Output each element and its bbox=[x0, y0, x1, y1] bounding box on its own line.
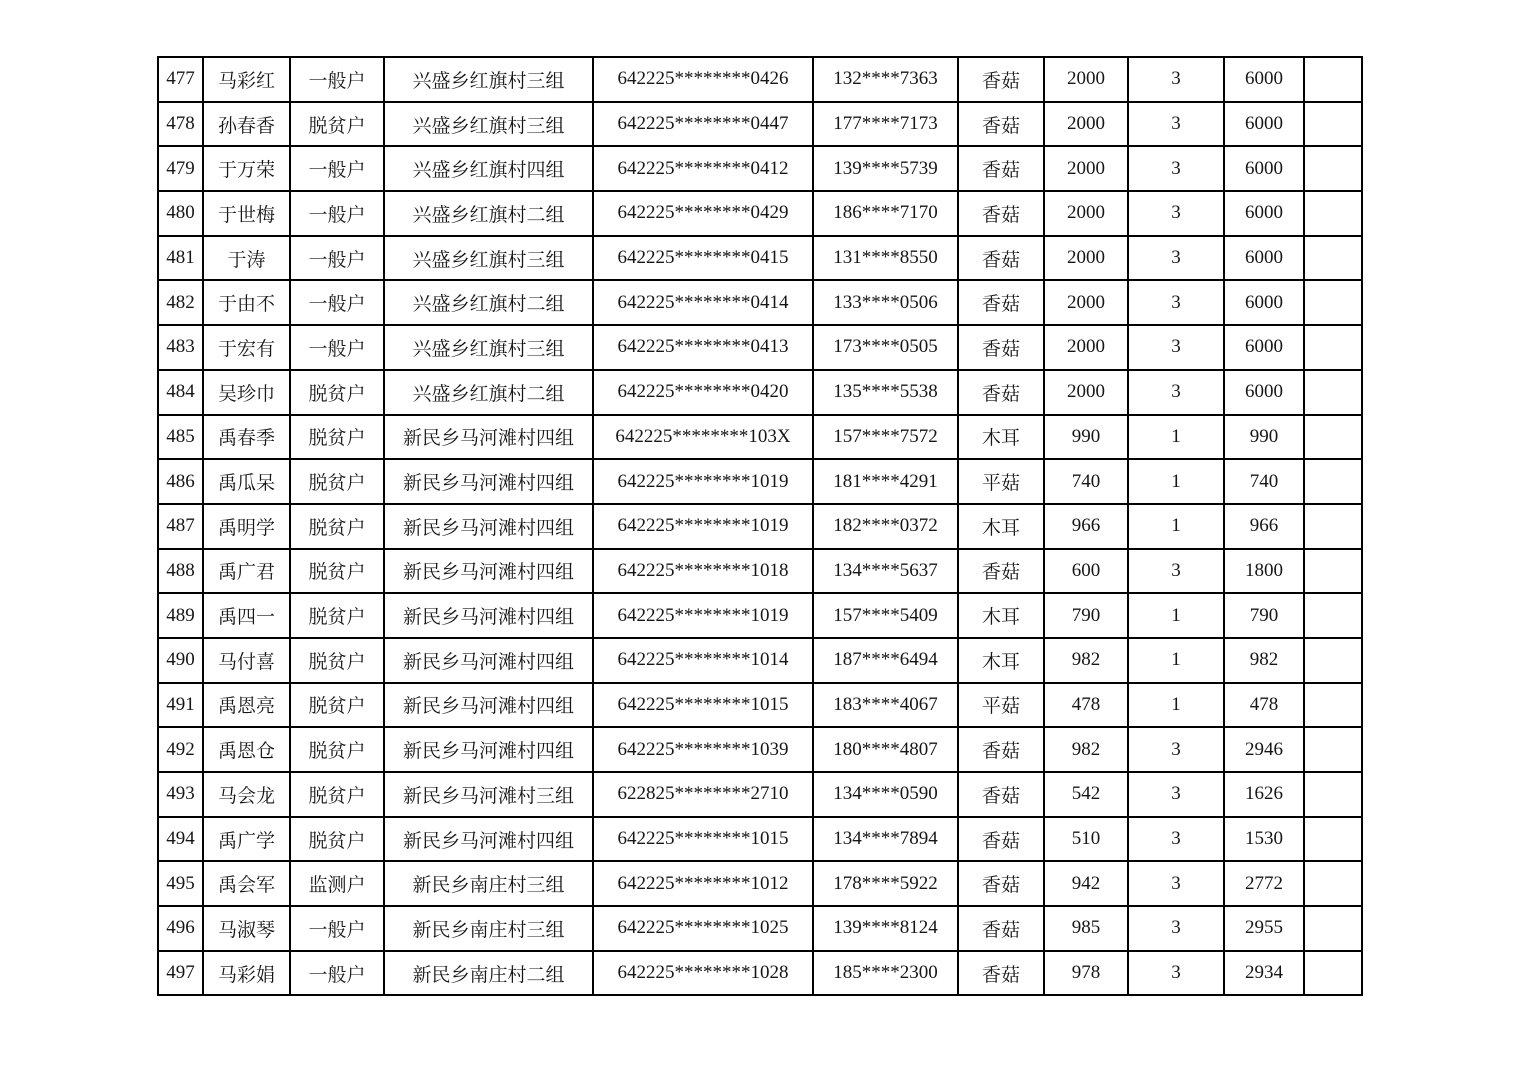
table-row bbox=[158, 325, 1362, 370]
table-cell: 新民乡马河滩村四组 bbox=[384, 504, 593, 549]
table-cell: 3 bbox=[1128, 861, 1224, 906]
table-cell: 132****7363 bbox=[813, 57, 958, 102]
table-cell: 181****4291 bbox=[813, 459, 958, 504]
table-cell: 477 bbox=[158, 57, 203, 102]
table-cell: 香菇 bbox=[958, 146, 1044, 191]
table-cell: 966 bbox=[1044, 504, 1128, 549]
table-row bbox=[158, 370, 1362, 415]
table-row bbox=[158, 57, 1362, 102]
table-cell: 183****4067 bbox=[813, 683, 958, 728]
table-cell: 600 bbox=[1044, 549, 1128, 594]
table-row bbox=[158, 683, 1362, 728]
table-cell: 491 bbox=[158, 683, 203, 728]
table-cell: 新民乡马河滩村四组 bbox=[384, 727, 593, 772]
table-cell bbox=[1304, 638, 1362, 683]
table-cell: 3 bbox=[1128, 772, 1224, 817]
table-cell: 642225********1014 bbox=[593, 638, 813, 683]
table-row bbox=[158, 772, 1362, 817]
table-cell bbox=[1304, 146, 1362, 191]
table-cell: 脱贫户 bbox=[290, 370, 384, 415]
table-cell: 香菇 bbox=[958, 861, 1044, 906]
table-cell: 481 bbox=[158, 236, 203, 281]
table-cell: 478 bbox=[158, 102, 203, 147]
table-cell: 642225********0447 bbox=[593, 102, 813, 147]
table-cell: 966 bbox=[1224, 504, 1304, 549]
table-cell: 790 bbox=[1044, 593, 1128, 638]
table-cell: 1626 bbox=[1224, 772, 1304, 817]
table-cell: 139****5739 bbox=[813, 146, 958, 191]
table-cell: 157****7572 bbox=[813, 415, 958, 460]
table-cell: 182****0372 bbox=[813, 504, 958, 549]
table-cell: 2000 bbox=[1044, 280, 1128, 325]
table-cell: 6000 bbox=[1224, 146, 1304, 191]
table-cell: 492 bbox=[158, 727, 203, 772]
table-cell: 642225********0420 bbox=[593, 370, 813, 415]
table-cell: 6000 bbox=[1224, 325, 1304, 370]
table-cell: 香菇 bbox=[958, 325, 1044, 370]
table-cell: 兴盛乡红旗村二组 bbox=[384, 191, 593, 236]
table-cell: 6000 bbox=[1224, 102, 1304, 147]
table-cell: 香菇 bbox=[958, 951, 1044, 996]
table-cell: 木耳 bbox=[958, 638, 1044, 683]
table-cell: 平菇 bbox=[958, 683, 1044, 728]
table-row bbox=[158, 459, 1362, 504]
table-cell: 脱贫户 bbox=[290, 817, 384, 862]
table-cell: 兴盛乡红旗村三组 bbox=[384, 236, 593, 281]
table-cell: 香菇 bbox=[958, 906, 1044, 951]
table-cell: 483 bbox=[158, 325, 203, 370]
table-cell: 642225********0426 bbox=[593, 57, 813, 102]
table-cell: 2000 bbox=[1044, 102, 1128, 147]
table-cell: 3 bbox=[1128, 951, 1224, 996]
table-cell: 139****8124 bbox=[813, 906, 958, 951]
table-cell: 478 bbox=[1044, 683, 1128, 728]
table-cell: 禹明学 bbox=[203, 504, 290, 549]
table-cell: 496 bbox=[158, 906, 203, 951]
table-cell: 173****0505 bbox=[813, 325, 958, 370]
table-cell bbox=[1304, 549, 1362, 594]
table-cell: 3 bbox=[1128, 191, 1224, 236]
table-cell: 990 bbox=[1044, 415, 1128, 460]
table-cell: 禹广君 bbox=[203, 549, 290, 594]
table-cell: 脱贫户 bbox=[290, 772, 384, 817]
table-cell: 642225********0413 bbox=[593, 325, 813, 370]
table-cell: 马付喜 bbox=[203, 638, 290, 683]
table-cell: 香菇 bbox=[958, 102, 1044, 147]
table-cell bbox=[1304, 906, 1362, 951]
table-cell: 642225********1015 bbox=[593, 817, 813, 862]
table-cell: 3 bbox=[1128, 370, 1224, 415]
table-cell bbox=[1304, 370, 1362, 415]
table-cell: 3 bbox=[1128, 549, 1224, 594]
table-cell: 642225********1019 bbox=[593, 593, 813, 638]
table-cell: 1 bbox=[1128, 504, 1224, 549]
table-cell: 490 bbox=[158, 638, 203, 683]
table-cell: 6000 bbox=[1224, 370, 1304, 415]
table-cell: 一般户 bbox=[290, 191, 384, 236]
table-cell: 于万荣 bbox=[203, 146, 290, 191]
table-cell: 982 bbox=[1044, 638, 1128, 683]
table-cell: 642225********1025 bbox=[593, 906, 813, 951]
table-cell: 2000 bbox=[1044, 57, 1128, 102]
table-cell bbox=[1304, 102, 1362, 147]
table-cell: 平菇 bbox=[958, 459, 1044, 504]
table-cell: 494 bbox=[158, 817, 203, 862]
table-cell: 木耳 bbox=[958, 504, 1044, 549]
table-cell: 禹四一 bbox=[203, 593, 290, 638]
table-cell: 香菇 bbox=[958, 236, 1044, 281]
table-row bbox=[158, 727, 1362, 772]
table-cell: 新民乡马河滩村四组 bbox=[384, 683, 593, 728]
table-cell: 新民乡马河滩村四组 bbox=[384, 549, 593, 594]
table-cell: 3 bbox=[1128, 325, 1224, 370]
table-cell: 于涛 bbox=[203, 236, 290, 281]
table-cell: 香菇 bbox=[958, 57, 1044, 102]
table-cell: 兴盛乡红旗村四组 bbox=[384, 146, 593, 191]
table-cell: 脱贫户 bbox=[290, 683, 384, 728]
table-cell bbox=[1304, 861, 1362, 906]
table-cell: 982 bbox=[1224, 638, 1304, 683]
table-cell: 1530 bbox=[1224, 817, 1304, 862]
table-cell: 脱贫户 bbox=[290, 415, 384, 460]
table-cell: 香菇 bbox=[958, 280, 1044, 325]
table-cell: 487 bbox=[158, 504, 203, 549]
table-cell: 493 bbox=[158, 772, 203, 817]
table-cell: 兴盛乡红旗村三组 bbox=[384, 57, 593, 102]
table-cell: 香菇 bbox=[958, 191, 1044, 236]
table-cell: 兴盛乡红旗村三组 bbox=[384, 102, 593, 147]
table-cell: 新民乡南庄村三组 bbox=[384, 906, 593, 951]
table-cell: 脱贫户 bbox=[290, 727, 384, 772]
table-cell bbox=[1304, 191, 1362, 236]
table-cell: 642225********0415 bbox=[593, 236, 813, 281]
table-cell: 3 bbox=[1128, 817, 1224, 862]
table-cell: 禹恩亮 bbox=[203, 683, 290, 728]
table-cell bbox=[1304, 236, 1362, 281]
table-cell: 一般户 bbox=[290, 236, 384, 281]
table-cell: 478 bbox=[1224, 683, 1304, 728]
table-cell: 642225********1039 bbox=[593, 727, 813, 772]
table-cell: 3 bbox=[1128, 727, 1224, 772]
table-cell: 1 bbox=[1128, 415, 1224, 460]
table-row bbox=[158, 951, 1362, 996]
table-cell: 脱贫户 bbox=[290, 549, 384, 594]
table-cell: 监测户 bbox=[290, 861, 384, 906]
table-cell: 3 bbox=[1128, 146, 1224, 191]
table-cell: 133****0506 bbox=[813, 280, 958, 325]
table-row bbox=[158, 906, 1362, 951]
table-cell: 982 bbox=[1044, 727, 1128, 772]
table-cell: 134****5637 bbox=[813, 549, 958, 594]
table-body bbox=[158, 57, 1362, 995]
table-cell: 6000 bbox=[1224, 191, 1304, 236]
table-cell: 985 bbox=[1044, 906, 1128, 951]
table-cell: 一般户 bbox=[290, 280, 384, 325]
table-cell bbox=[1304, 951, 1362, 996]
table-cell: 2000 bbox=[1044, 236, 1128, 281]
table-cell: 642225********1018 bbox=[593, 549, 813, 594]
table-cell: 脱贫户 bbox=[290, 638, 384, 683]
table-cell: 488 bbox=[158, 549, 203, 594]
table-cell: 马淑琴 bbox=[203, 906, 290, 951]
table-row bbox=[158, 280, 1362, 325]
table-cell: 香菇 bbox=[958, 772, 1044, 817]
table-cell: 978 bbox=[1044, 951, 1128, 996]
table-cell: 一般户 bbox=[290, 325, 384, 370]
table-cell: 489 bbox=[158, 593, 203, 638]
table-cell: 510 bbox=[1044, 817, 1128, 862]
table-cell: 2000 bbox=[1044, 146, 1128, 191]
table-row bbox=[158, 504, 1362, 549]
table-cell: 642225********103X bbox=[593, 415, 813, 460]
table-cell: 642225********1012 bbox=[593, 861, 813, 906]
table-row bbox=[158, 638, 1362, 683]
table-cell: 542 bbox=[1044, 772, 1128, 817]
table-cell: 脱贫户 bbox=[290, 459, 384, 504]
table-cell: 187****6494 bbox=[813, 638, 958, 683]
table-cell: 3 bbox=[1128, 57, 1224, 102]
table-row bbox=[158, 861, 1362, 906]
table-cell: 禹会军 bbox=[203, 861, 290, 906]
table-cell: 135****5538 bbox=[813, 370, 958, 415]
table-cell bbox=[1304, 280, 1362, 325]
table-cell bbox=[1304, 683, 1362, 728]
table-cell: 香菇 bbox=[958, 727, 1044, 772]
table-cell: 157****5409 bbox=[813, 593, 958, 638]
data-table bbox=[157, 56, 1363, 996]
table-cell: 2772 bbox=[1224, 861, 1304, 906]
table-cell: 禹瓜呆 bbox=[203, 459, 290, 504]
table-cell: 480 bbox=[158, 191, 203, 236]
table-cell: 脱贫户 bbox=[290, 593, 384, 638]
table-cell: 新民乡马河滩村三组 bbox=[384, 772, 593, 817]
table-cell: 1 bbox=[1128, 593, 1224, 638]
table-cell: 185****2300 bbox=[813, 951, 958, 996]
table-cell: 于世梅 bbox=[203, 191, 290, 236]
table-cell: 642225********1015 bbox=[593, 683, 813, 728]
table-cell: 134****0590 bbox=[813, 772, 958, 817]
table-cell: 新民乡南庄村三组 bbox=[384, 861, 593, 906]
table-cell: 2955 bbox=[1224, 906, 1304, 951]
table-cell: 642225********1019 bbox=[593, 504, 813, 549]
table-cell: 1 bbox=[1128, 683, 1224, 728]
table-cell: 479 bbox=[158, 146, 203, 191]
table-cell: 740 bbox=[1044, 459, 1128, 504]
table-cell: 于宏有 bbox=[203, 325, 290, 370]
table-cell: 一般户 bbox=[290, 146, 384, 191]
table-cell: 495 bbox=[158, 861, 203, 906]
table-cell: 1 bbox=[1128, 459, 1224, 504]
table-cell bbox=[1304, 727, 1362, 772]
table-row bbox=[158, 415, 1362, 460]
table-cell: 3 bbox=[1128, 236, 1224, 281]
table-row bbox=[158, 146, 1362, 191]
table-cell: 香菇 bbox=[958, 817, 1044, 862]
table-cell: 3 bbox=[1128, 906, 1224, 951]
table-cell: 942 bbox=[1044, 861, 1128, 906]
table-cell: 485 bbox=[158, 415, 203, 460]
table-cell: 马彩红 bbox=[203, 57, 290, 102]
table-cell bbox=[1304, 772, 1362, 817]
table-cell: 497 bbox=[158, 951, 203, 996]
table-cell bbox=[1304, 325, 1362, 370]
table-cell: 新民乡马河滩村四组 bbox=[384, 593, 593, 638]
table-cell: 6000 bbox=[1224, 236, 1304, 281]
table-cell: 马彩娟 bbox=[203, 951, 290, 996]
table-cell: 兴盛乡红旗村二组 bbox=[384, 370, 593, 415]
table-cell: 2934 bbox=[1224, 951, 1304, 996]
table-row bbox=[158, 593, 1362, 638]
table-cell: 484 bbox=[158, 370, 203, 415]
table-cell: 2000 bbox=[1044, 191, 1128, 236]
table-cell: 香菇 bbox=[958, 370, 1044, 415]
table-cell bbox=[1304, 459, 1362, 504]
table-cell: 642225********0429 bbox=[593, 191, 813, 236]
table-cell: 131****8550 bbox=[813, 236, 958, 281]
table-row bbox=[158, 817, 1362, 862]
table-cell: 1 bbox=[1128, 638, 1224, 683]
table-row bbox=[158, 549, 1362, 594]
table-cell: 642225********1019 bbox=[593, 459, 813, 504]
table-cell: 孙春香 bbox=[203, 102, 290, 147]
table-cell: 香菇 bbox=[958, 549, 1044, 594]
table-cell: 2000 bbox=[1044, 325, 1128, 370]
table-cell: 一般户 bbox=[290, 951, 384, 996]
table-cell: 177****7173 bbox=[813, 102, 958, 147]
table-cell: 790 bbox=[1224, 593, 1304, 638]
table-cell: 新民乡马河滩村四组 bbox=[384, 415, 593, 460]
table-row bbox=[158, 191, 1362, 236]
table-cell bbox=[1304, 593, 1362, 638]
table-cell: 3 bbox=[1128, 280, 1224, 325]
table-cell: 禹春季 bbox=[203, 415, 290, 460]
table-cell: 482 bbox=[158, 280, 203, 325]
table-cell: 脱贫户 bbox=[290, 102, 384, 147]
table-cell: 642225********0414 bbox=[593, 280, 813, 325]
table-cell: 吴珍巾 bbox=[203, 370, 290, 415]
table-cell: 新民乡马河滩村四组 bbox=[384, 817, 593, 862]
table-cell: 木耳 bbox=[958, 415, 1044, 460]
table-cell: 180****4807 bbox=[813, 727, 958, 772]
table-cell: 禹广学 bbox=[203, 817, 290, 862]
table-cell: 1800 bbox=[1224, 549, 1304, 594]
table-cell: 6000 bbox=[1224, 57, 1304, 102]
table-cell: 178****5922 bbox=[813, 861, 958, 906]
table-cell: 134****7894 bbox=[813, 817, 958, 862]
table-cell: 486 bbox=[158, 459, 203, 504]
table-cell bbox=[1304, 57, 1362, 102]
table-cell bbox=[1304, 817, 1362, 862]
table-cell: 新民乡马河滩村四组 bbox=[384, 459, 593, 504]
table-cell: 2946 bbox=[1224, 727, 1304, 772]
table-cell: 2000 bbox=[1044, 370, 1128, 415]
table-cell: 马会龙 bbox=[203, 772, 290, 817]
table-cell: 兴盛乡红旗村二组 bbox=[384, 280, 593, 325]
table-cell: 兴盛乡红旗村三组 bbox=[384, 325, 593, 370]
table-cell: 642225********0412 bbox=[593, 146, 813, 191]
table-cell: 脱贫户 bbox=[290, 504, 384, 549]
table-cell: 新民乡马河滩村四组 bbox=[384, 638, 593, 683]
table-cell: 3 bbox=[1128, 102, 1224, 147]
table-cell: 一般户 bbox=[290, 906, 384, 951]
table-cell bbox=[1304, 504, 1362, 549]
table-cell: 990 bbox=[1224, 415, 1304, 460]
table-cell: 642225********1028 bbox=[593, 951, 813, 996]
table-cell: 一般户 bbox=[290, 57, 384, 102]
table-cell: 622825********2710 bbox=[593, 772, 813, 817]
table-cell: 于由不 bbox=[203, 280, 290, 325]
table-cell: 186****7170 bbox=[813, 191, 958, 236]
table-row bbox=[158, 236, 1362, 281]
table-cell bbox=[1304, 415, 1362, 460]
table-cell: 740 bbox=[1224, 459, 1304, 504]
table-cell: 新民乡南庄村二组 bbox=[384, 951, 593, 996]
table-cell: 木耳 bbox=[958, 593, 1044, 638]
table-row bbox=[158, 102, 1362, 147]
table-cell: 禹恩仓 bbox=[203, 727, 290, 772]
table-cell: 6000 bbox=[1224, 280, 1304, 325]
